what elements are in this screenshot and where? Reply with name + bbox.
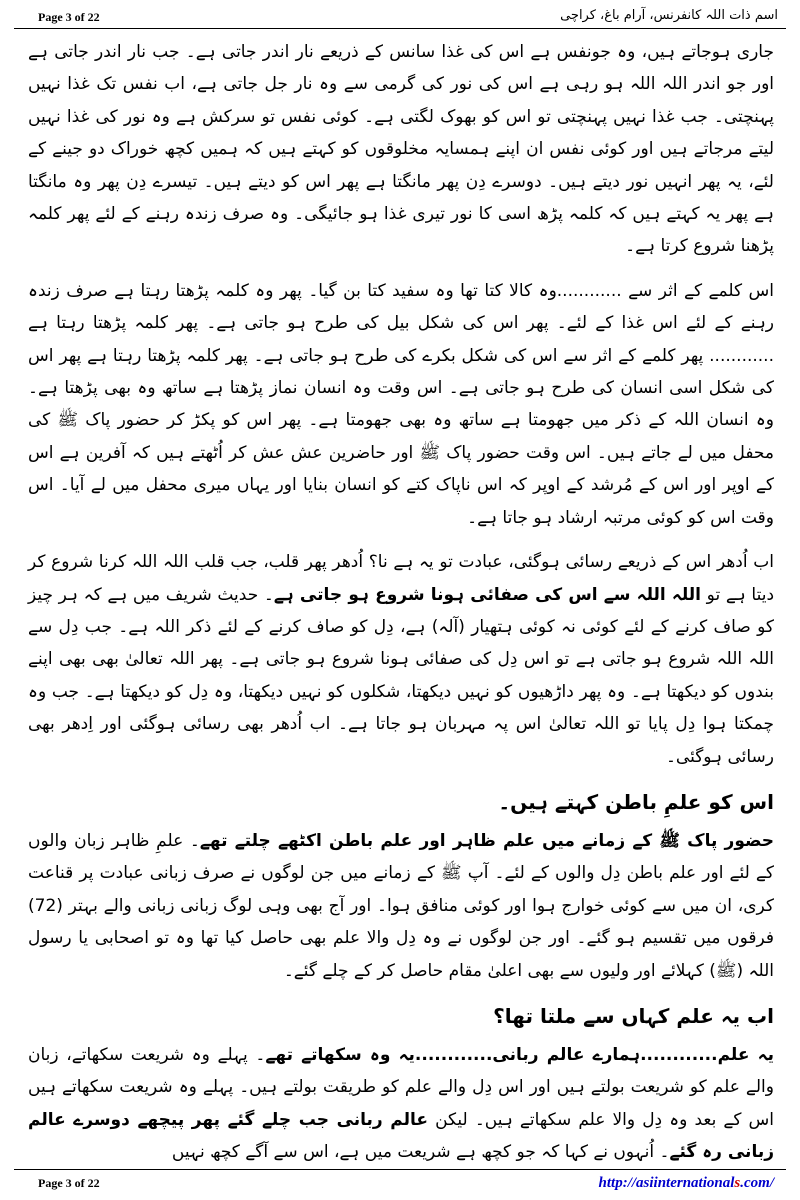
prophet-era-bold-text: حضور پاک ﷺ کے زمانے میں علم ظاہر اور علم باطن اکٹھے چلتے تھے	[199, 830, 774, 851]
qalb-text: اب اُدھر اس کے ذریعے رسائی ہوگئی، عبادت تو یہ ہے نا؟ اُدھر پھر قلب، جب قلب اللہ اللہ کرنا شروع کر دیتا ہے تو	[28, 552, 775, 605]
document-title: اسم ذات اللہ کانفرنس، آرام باغ، کراچی	[560, 8, 778, 23]
paragraph-alim-rabbani	[28, 1039, 774, 1169]
alim-zabani-text: ۔ اُنہوں نے کہا کہ جو کچھ ہے شریعت میں ہے، اس سے آگے کچھ نہیں	[171, 1142, 670, 1163]
prophet-era-text: ۔ علمِ ظاہر زبان والوں کے لئے اور علم باطن دِل والوں کے لئے۔ آپ ﷺ کے زمانے میں جن لوگوں نے صرف زبانی عبادت پر قناعت کری، ان میں سے کوئی خوارج ہوا اور کوئی منافق ہوا۔ اور آج بھی وہی لوگ زبانی زبانی والے بہتر (72) فرقوں میں تقسیم ہو گئے۔ اور جن لوگوں نے وہ دِل والا علم بھی حاصل کیا تھا وہ تو اصحابی یا رسول اللہ (ﷺ) کہلائے اور ولیوں سے بھی اعلیٰ مقام حاصل کر کے چلے گئے۔	[28, 830, 774, 981]
qalb-rest-text: ۔ حدیث شریف میں ہے کہ ہر چیز کو صاف کرنے کے لئے کوئی نہ کوئی ہتھیار (آلہ) ہے، دِل کو صاف کرنے کے لئے ذکر اللہ ہے۔ جب دِل سے اللہ اللہ شروع ہو جاتی ہے تو اس دِل کی صفائی ہونا شروع ہو جاتی ہے۔ پھر اللہ تعالیٰ بھی بھی اپنے بندوں کو دیکھتا ہے۔ وہ پھر داڑھیوں کو نہیں دیکھتا، شکلوں کو نہیں دیکھتا، وہ دِل کو دیکھتا ہے۔ جب وہ چمکتا ہوا دِل پایا تو اللہ تعالیٰ اس پہ مہربان ہو جاتا ہے۔ اب اُدھر بھی رسائی ہوگئی اور اِدھر بھی رسائی ہوگئی۔	[28, 584, 774, 767]
page-number-footer: Page 3 of 22	[38, 1176, 100, 1190]
heading-where-knowledge: اب یہ علم کہاں سے ملتا تھا؟	[493, 1003, 774, 1028]
paragraph-kalima-effect: اس کلمے کے اثر سے ............وہ کالا کتا تھا وہ سفید کتا بن گیا۔ پھر وہ کلمہ پڑھتا رہتا ہے صرف زندہ رہنے کے لئے اس غذا کے لئے۔ پھر اس کی شکل بیل کی طرح ہو جاتی ہے۔ پھر کلمہ پڑھتا رہتا ہے ............ پھر کلمے کے اثر سے اس کی شکل بکرے کی طرح ہو جاتی ہے۔ پھر کلمہ پڑھتا رہتا ہے پھر اس کی شکل اسی انسان کی طرح ہو جاتی ہے۔ اس وقت وہ انسان نماز پڑھتا ہے ساتھ وہ بھی پڑھتا ہے۔ وہ انسان اللہ کے ذکر میں جھومتا ہے ساتھ وہ بھی جھومتا ہے۔ پھر اس کو پکڑ کر حضور پاک ﷺ کی محفل میں لے جاتے ہیں۔ اس وقت حضور پاک ﷺ اور حاضرین عش عش کر اُٹھتے ہیں کہ آفرین ہے اس کے اوپر اور اس کے مُرشد کے اوپر کہ اس ناپاک کتے کو انسان بنایا اور یہاں میری محفل میں لے آیا۔ اس وقت اس کو کوئی مرتبہ ارشاد ہو جاتا ہے۔	[28, 280, 774, 528]
alim-zabani-bold-text: عالم ربانی جب چلے گئے پھر پیچھے دوسرے عالم زبانی رہ گئے	[28, 1109, 774, 1163]
website-prefix: http://asiinternational	[598, 1175, 735, 1191]
qalb-bold-text: اللہ اللہ سے اس کی صفائی ہونا شروع ہو جاتی ہے	[273, 584, 702, 605]
heading-ilm-batin: اس کو علمِ باطن کہتے ہیں۔	[498, 789, 774, 814]
paragraph-prophet-era	[28, 825, 774, 987]
website-link[interactable]	[599, 1175, 774, 1192]
website-highlight: s	[734, 1175, 741, 1191]
paragraph-nafs: جاری ہوجاتے ہیں، وہ جونفس ہے اس کی غذا سانس کے ذریعے نار اندر جاتی ہے۔ جب نار اندر جاتی ہے اور جو اندر اللہ اللہ ہو رہی ہے اس کی نور کی گرمی سے وہ نار جل جاتی ہے، اب نفس تک غذا نہیں پہنچتی۔ جب غذا نہیں پہنچتی تو اس کو بھوک لگتی ہے۔ کوئی نفس تو سرکش ہے وہ نور کی غذا نہیں لیتے مرجاتے ہیں اور کوئی نفس ان اپنے ہمسایہ مخلوقوں کو کہتے ہیں کہ ہمیں کچھ خوراک دو جینے کے لئے، یہ پھر انہیں نور دیتے ہیں۔ دوسرے دِن پھر مانگتا ہے پھر اس کو دیتے ہیں۔ تیسرے دِن پھر وہ مانگتا ہے پھر یہ کہتے ہیں کہ کلمہ پڑھ اسی کا نور تیری غذا ہو جائیگی۔ وہ صرف زندہ رہنے کے لئے پھر کلمہ پڑھنا شروع کرتا ہے۔	[28, 42, 774, 257]
paragraph-qalb	[28, 546, 774, 773]
alim-rabbani-text: ۔ پہلے وہ شریعت سکھاتے، زبان والے علم کو شریعت بولتے ہیں اور اس دِل والے علم کو طریقت بولتے ہیں۔ پہلے وہ شریعت سکھاتے ہیں اس کے بعد وہ دِل والا علم سکھاتے ہیں۔ لیکن	[28, 1044, 775, 1130]
page-content	[28, 36, 774, 1175]
website-suffix: .com/	[740, 1175, 774, 1191]
page-number-header: Page 3 of 22	[38, 10, 100, 24]
page-header	[14, 6, 786, 29]
page-footer	[14, 1169, 786, 1196]
alim-rabbani-bold-text: یہ علم............ہمارے عالم ربانی............یہ وہ سکھاتے تھے	[265, 1044, 774, 1065]
